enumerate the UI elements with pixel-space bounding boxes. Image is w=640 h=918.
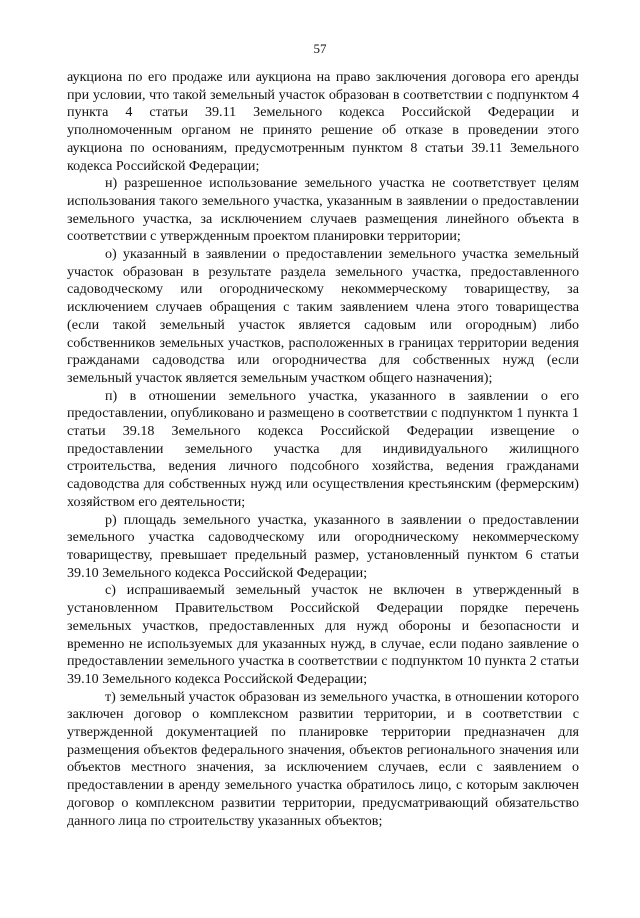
paragraph-continuation: аукциона по его продаже или аукциона на право заключения договора его аренды при условии, что такой земельный участок образован в соответствии с подпунктом 4 пункта 4 статьи 39.11 Земельного кодекса Российской Федерации и уполномоченным органом не принято решение об отказе в проведении этого аукциона по основаниям, предусмотренным пунктом 8 статьи 39.11 Земельного кодекса Российской Федерации; (67, 69, 579, 174)
page-number: 57 (313, 41, 327, 56)
paragraph-item-t: т) земельный участок образован из земельного участка, в отношении которого заключен договор о комплексном развитии территории, и в соответствии с утвержденной документацией по планировке территории предназначен для размещения объектов федерального значения, объектов регионального значения или объектов местного значения, за исключением случаев, если с заявлением о предоставлении в аренду земельного участка обратилось лицо, с которым заключен договор о комплексном развитии территории, предусматривающий обязательство данного лица по строительству указанных объектов; (67, 688, 579, 829)
paragraph-item-p: п) в отношении земельного участка, указанного в заявлении о его предоставлении, опубликовано и размещено в соответствии с подпунктом 1 пункта 1 статьи 39.18 Земельного кодекса Российской Федерации извещение о предоставлении земельного участка для индивидуального жилищного строительства, ведения личного подсобного хозяйства, ведения гражданами садоводства для собственных нужд или осуществления крестьянским (фермерским) хозяйством его деятельности; (67, 387, 579, 510)
document-body (67, 69, 579, 830)
paragraph-item-o: о) указанный в заявлении о предоставлении земельного участка земельный участок образован в результате раздела земельного участка, предоставленного садоводческому или огородническому некоммерческому товариществу, за исключением случаев обращения с таким заявлением члена этого товарищества (если такой земельный участок является садовым или огородным) либо собственников земельных участков, расположенных в границах территории ведения гражданами садоводства или огородничества для собственных нужд (если земельный участок является земельным участком общего назначения); (67, 246, 579, 386)
paragraph-item-n: н) разрешенное использование земельного участка не соответствует целям использования такого земельного участка, указанным в заявлении о предоставлении земельного участка, за исключением случаев размещения линейного объекта в соответствии с утвержденным проектом планировки территории; (67, 175, 579, 245)
paragraph-item-s: с) испрашиваемый земельный участок не включен в утвержденный в установленном Правительством Российской Федерации порядке перечень земельных участков, предоставленных для нужд обороны и безопасности и временно не используемых для указанных нужд, в случае, если подано заявление о предоставлении земельного участка в соответствии с подпунктом 10 пункта 2 статьи 39.10 Земельного кодекса Российской Федерации; (67, 582, 579, 687)
paragraph-item-r: р) площадь земельного участка, указанного в заявлении о предоставлении земельного участка садоводческому или огородническому некоммерческому товариществу, превышает предельный размер, установленный пунктом 6 статьи 39.10 Земельного кодекса Российской Федерации; (67, 511, 579, 581)
